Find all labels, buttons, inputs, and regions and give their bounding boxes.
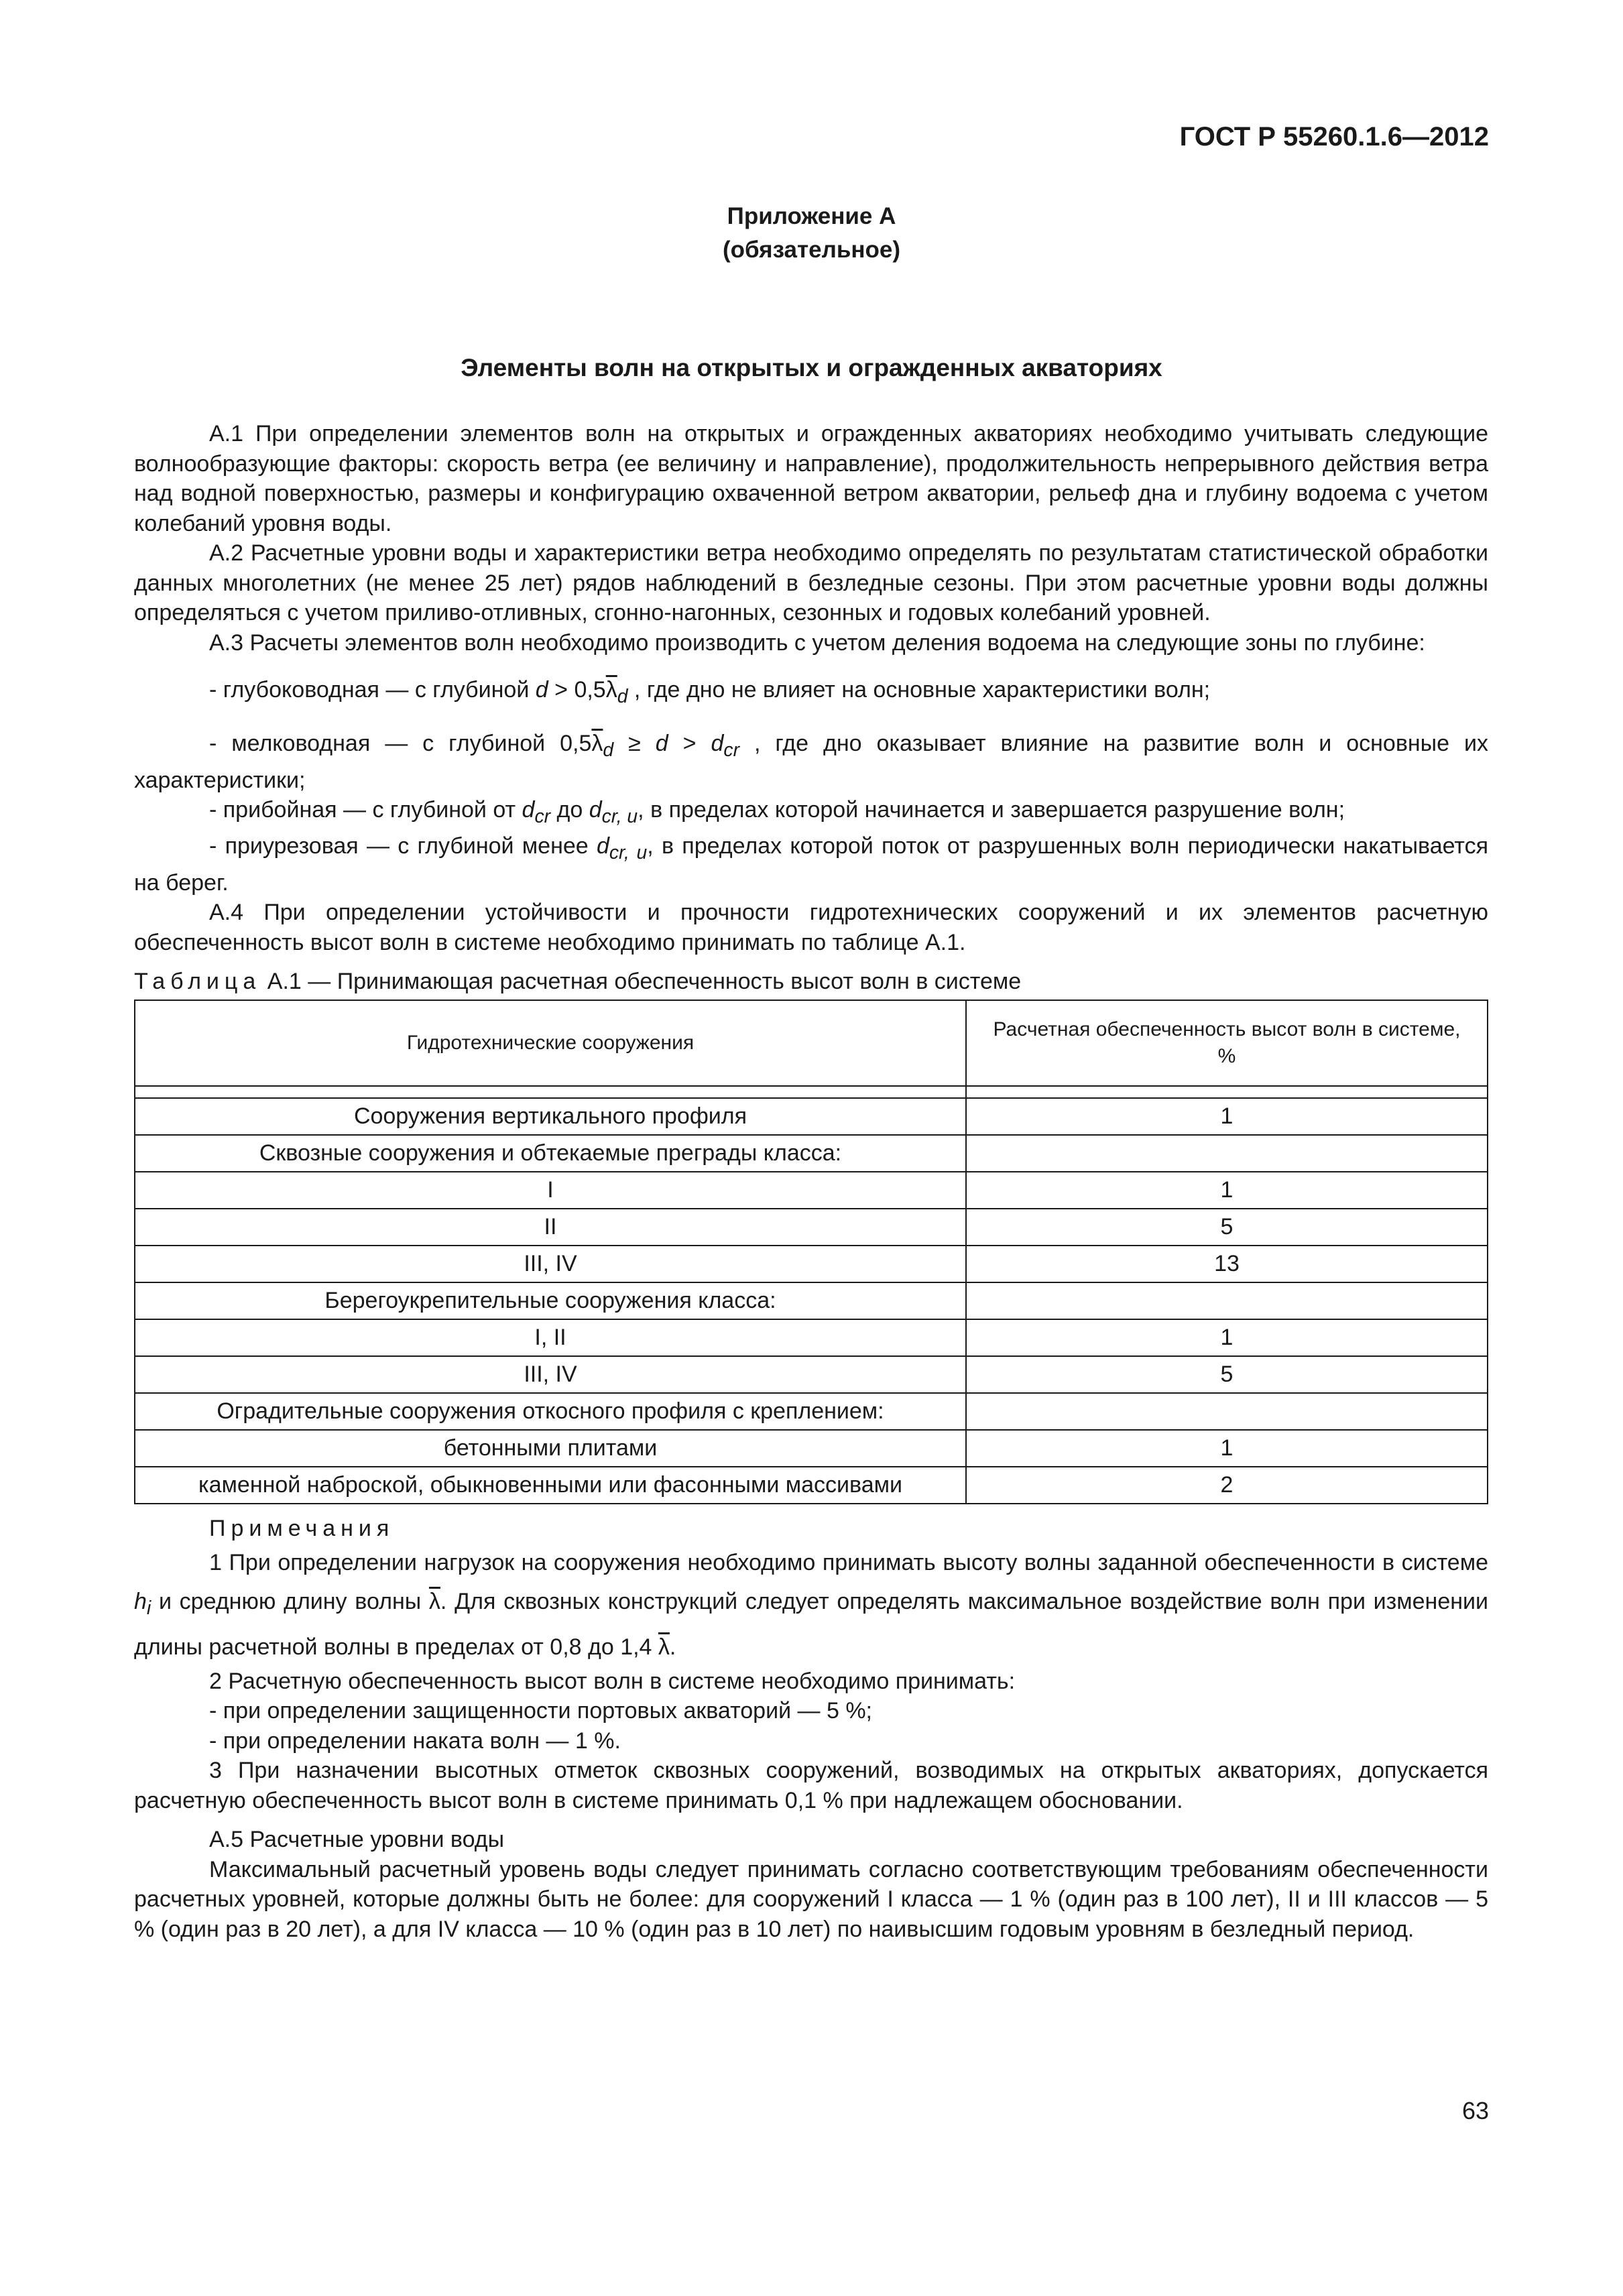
table-row: каменной наброской, обыкновенными или фасонными массивами 2 — [135, 1467, 1488, 1504]
zone-swash: - приурезовая — с глубиной менее $d_{cr, u}$, в пределах которой поток от разрушенных волн периодически накатывается на берег. — [134, 833, 1488, 896]
table-row: Берегоукрепительные сооружения класса: — [135, 1282, 1488, 1319]
zone-deep-water: - глубоководная — с глубиной $d > 0,5\overline{\lambda}_d$ , где дно не влияет на основные характеристики волн; — [209, 677, 1211, 707]
table-row: III, IV 13 — [135, 1246, 1488, 1282]
note-3: 3 При назначении высотных отметок сквозных сооружений, возводимых на открытых акваториях, допускается расчетную обеспеченность высот волн в системе принимать 0,1 % при надлежащем обосновании. — [134, 1758, 1488, 1813]
note-2-item-1: - при определении защищенности портовых акваторий — 5 %; — [209, 1698, 873, 1724]
page-number: 63 — [1461, 2097, 1489, 2124]
note-2: 2 Расчетную обеспеченность высот волн в системе необходимо принимать: — [209, 1668, 1016, 1694]
table-row: Сквозные сооружения и обтекаемые преграды класса: — [135, 1135, 1488, 1172]
table-row: III, IV 5 — [135, 1356, 1488, 1393]
section-title: Элементы волн на открытых и огражденных акваториях — [461, 354, 1162, 381]
annex-status: (обязательное) — [722, 237, 900, 263]
table-row: Сооружения вертикального профиля 1 — [135, 1098, 1488, 1135]
note-1: 1 При определении нагрузок на сооружения необходимо принимать высоту волны заданной обеспеченности в системе $h_i$ и среднюю длину волны $\overline{\lambda}$. Для сквозных конструкций следует определять максимальное воздействие волн при изменении длины расчетной волны в пределах от 0,8 до 1,4 $\overline{\lambda}$. — [134, 1550, 1488, 1660]
paragraph-a4: А.4 При определении устойчивости и прочности гидротехнических сооружений и их элементов расчетную обеспеченность высот волн в системе необходимо принимать по таблице А.1. — [134, 900, 1488, 955]
table-separator-row — [135, 1086, 1488, 1098]
section-a5-text: Максимальный расчетный уровень воды следует принимать согласно соответствующим требованиям обеспеченности расчетных уровней, которые должны быть не более: для сооружений I класса — 1 % (один раз в 100 лет), II и III классов — 5 % (один раз в 20 лет), а для IV класса — 10 % (один раз в 10 лет) по наивысшим годовым уровням в безледный период. — [134, 1856, 1488, 1942]
section-a5-title: А.5 Расчетные уровни воды — [209, 1827, 505, 1853]
document-code: ГОСТ Р 55260.1.6—2012 — [1179, 122, 1489, 152]
annex-heading — [0, 200, 1623, 267]
document-body — [134, 419, 1488, 1944]
paragraph-a1: А.1 При определении элементов волн на открытых и огражденных акваториях необходимо учитывать следующие волнообразующие факторы: скорость ветра (ее величину и направление), продолжительность непрерывного действия ветра над водной поверхностью, размеры и конфигурацию охваченной ветром акватории, рельеф дна и глубину водоема с учетом колебаний уровня воды. — [134, 421, 1488, 536]
table-row: Оградительные сооружения откосного профиля с креплением: — [135, 1393, 1488, 1430]
table-header-exceedance: Расчетная обеспеченность высот волн в системе, % — [966, 1000, 1488, 1086]
table-header-structures: Гидротехнические сооружения — [135, 1000, 966, 1086]
zone-shallow-water: - мелководная — с глубиной $0,5\overline{\lambda}_d \ge d > d_{cr}$ , где дно оказывает влияние на развитие волн и основные их характеристики; — [134, 731, 1488, 793]
table-row: бетонными плитами 1 — [135, 1430, 1488, 1467]
paragraph-a3: А.3 Расчеты элементов волн необходимо производить с учетом деления водоема на следующие зоны по глубине: — [209, 629, 1425, 656]
paragraph-a2: А.2 Расчетные уровни воды и характеристики ветра необходимо определять по результатам статистической обработки данных многолетних (не менее 25 лет) рядов наблюдений в безледные сезоны. При этом расчетные уровни воды должны определяться с учетом приливо-отливных, сгонно-нагонных, сезонных и годовых колебаний уровней. — [134, 540, 1488, 625]
table-caption: Таблица А.1 — Принимающая расчетная обеспеченность высот волн в системе — [134, 969, 1022, 995]
table-row: II 5 — [135, 1209, 1488, 1246]
zone-surf: - прибойная — с глубиной от $d_{cr}$ до $d_{cr, u}$, в пределах которой начинается и завершается разрушение волн; — [209, 797, 1345, 827]
annex-title: Приложение А — [727, 203, 896, 229]
notes-label: Примечания — [209, 1515, 395, 1541]
table-row: I, II 1 — [135, 1319, 1488, 1356]
wave-exceedance-table — [134, 1000, 1488, 1504]
note-2-item-2: - при определении наката волн — 1 %. — [209, 1728, 621, 1754]
table-row: I 1 — [135, 1172, 1488, 1209]
